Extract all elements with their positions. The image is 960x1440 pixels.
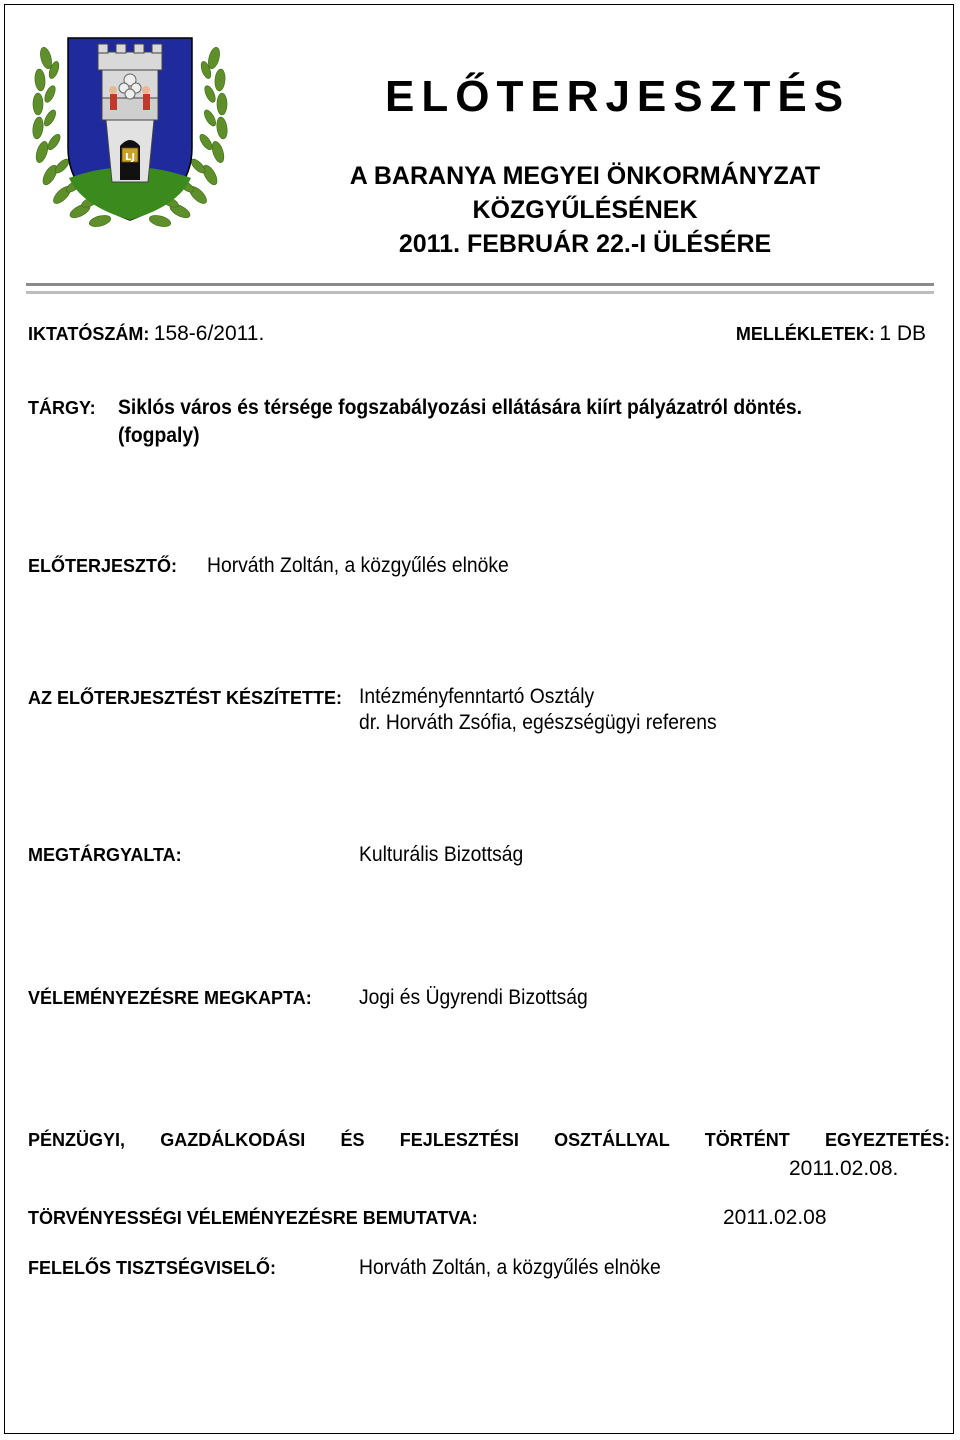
- keszitette-value-2: [359, 711, 748, 735]
- keszitette-value-1: [359, 685, 615, 709]
- megtargyalta-value: [359, 843, 538, 867]
- penzugyi-value: 2011.02.08.: [789, 1157, 899, 1180]
- iktatoszam-label: IKTATÓSZÁM:: [28, 324, 150, 344]
- targy-value: [118, 396, 862, 420]
- felelos-text: Horváth Zoltán, a közgyűlés elnöke: [359, 1256, 661, 1279]
- mellekletek-label: MELLÉKLETEK:: [735, 324, 875, 344]
- penzugyi-label: PÉNZÜGYI, GAZDÁLKODÁSI ÉS FEJLESZTÉSI OSZTÁLLYAL TÖRTÉNT EGYEZTETÉS:: [28, 1130, 950, 1150]
- keszitette-text-2: dr. Horváth Zsófia, egészségügyi referens: [359, 711, 717, 734]
- header-divider-light: [26, 291, 934, 294]
- mellekletek-row: [736, 322, 926, 346]
- eloterjeszto-text: Horváth Zoltán, a közgyűlés elnöke: [207, 554, 509, 577]
- velemenyezesre-text: Jogi és Ügyrendi Bizottság: [359, 986, 588, 1009]
- keszitette-text-1: Intézményfenntartó Osztály: [359, 685, 595, 708]
- targy-label: TÁRGY:: [28, 398, 96, 418]
- torvenyessegi-value: 2011.02.08: [723, 1206, 827, 1229]
- targy-text: Siklós város és térsége fogszabályozási ellátására kiírt pályázatról döntés.: [118, 396, 803, 419]
- subtitle-line-2: KÖZGYŰLÉSÉNEK: [472, 196, 698, 224]
- iktatoszam-row: [28, 322, 264, 346]
- targy-code: [118, 424, 207, 448]
- eloterjeszto-value: [207, 554, 535, 578]
- mellekletek-value: 1 DB: [879, 322, 926, 345]
- megtargyalta-text: Kulturális Bizottság: [359, 843, 524, 866]
- eloterjeszto-label: ELŐTERJESZTŐ:: [28, 556, 178, 576]
- coat-of-arms-icon: [28, 28, 232, 236]
- iktatoszam-value: 158-6/2011.: [153, 322, 265, 345]
- subtitle-line-1: A BARANYA MEGYEI ÖNKORMÁNYZAT: [349, 162, 821, 190]
- crest-emblem-text: LJ: [124, 152, 136, 163]
- velemenyezesre-value: [359, 986, 608, 1010]
- subtitle-line-3: 2011. FEBRUÁR 22.-I ÜLÉSÉRE: [398, 230, 772, 258]
- keszitette-label: AZ ELŐTERJESZTÉST KÉSZÍTETTE:: [28, 688, 343, 708]
- felelos-label: FELELŐS TISZTSÉGVISELŐ:: [28, 1258, 277, 1278]
- targy-code-text: (fogpaly): [118, 424, 200, 447]
- felelos-value: [359, 1256, 687, 1280]
- velemenyezesre-label: VÉLEMÉNYEZÉSRE MEGKAPTA:: [28, 988, 312, 1008]
- document-title: ELŐTERJESZTÉS: [385, 72, 851, 121]
- megtargyalta-label: MEGTÁRGYALTA:: [28, 845, 182, 865]
- header-divider-dark: [26, 283, 934, 286]
- torvenyessegi-label: TÖRVÉNYESSÉGI VÉLEMÉNYEZÉSRE BEMUTATVA:: [28, 1208, 478, 1228]
